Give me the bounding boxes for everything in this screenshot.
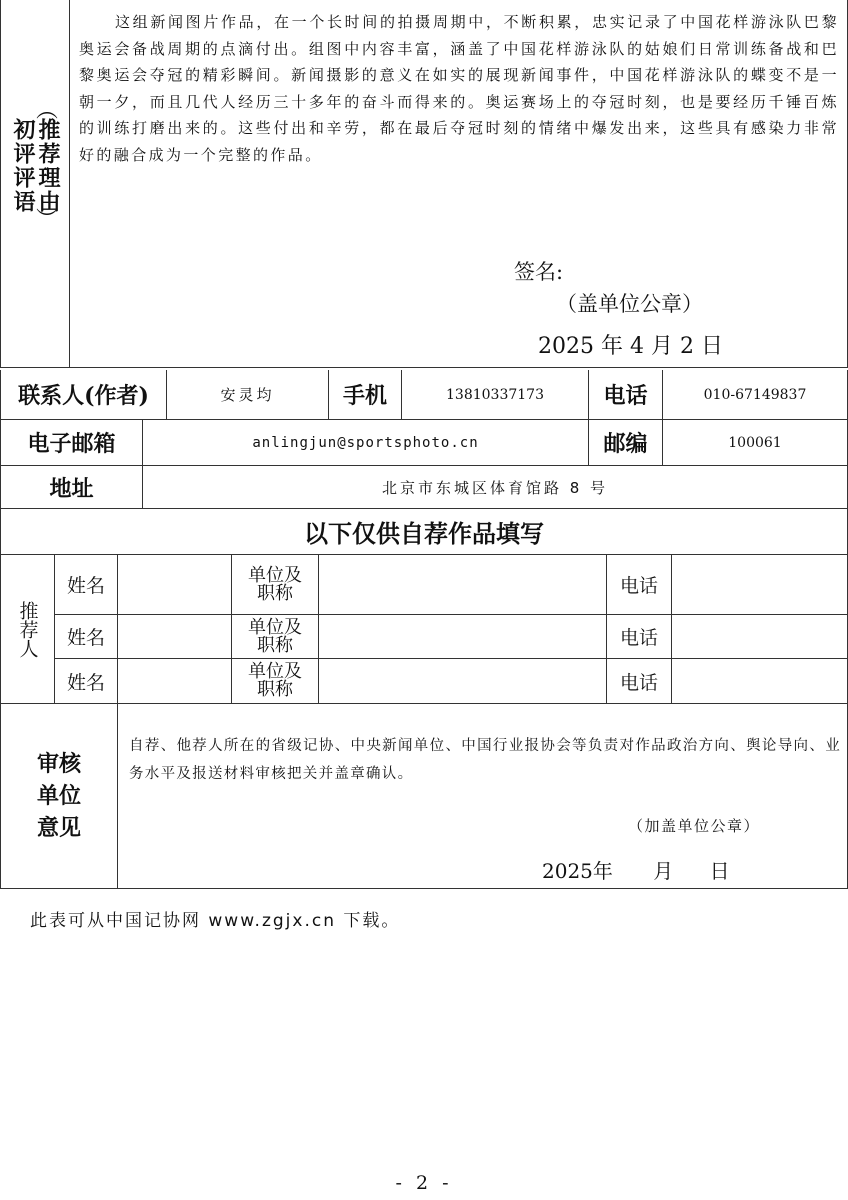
- address-label: 地址: [0, 466, 143, 509]
- audit-date-month: 月: [653, 859, 674, 883]
- audit-date-day: 日: [709, 859, 730, 883]
- signature-label: 签名:: [514, 260, 564, 284]
- email-label: 电子邮箱: [0, 420, 143, 466]
- name-label: 姓名: [55, 555, 118, 615]
- audit-label-line3: 意见: [36, 815, 81, 841]
- email-value[interactable]: anlingjun@sportsphoto.cn: [143, 420, 589, 466]
- audit-date-year: 2025年: [542, 859, 613, 883]
- audit-body-text: 自荐、他荐人所在的省级记协、中央新闻单位、中国行业报协会等负责对作品政治方向、舆论导向、业务水平及报送材料审核把关并盖章确认。: [129, 738, 841, 782]
- recommender-phone-label: 电话: [607, 659, 672, 704]
- review-date: 2025 年 4 月 2 日: [538, 334, 723, 359]
- contact-value[interactable]: 安灵均: [167, 370, 329, 420]
- side-label-col1: 初评评语: [10, 118, 36, 214]
- recommender-phone-input[interactable]: [672, 615, 848, 659]
- postcode-label: 邮编: [589, 420, 663, 466]
- name-input[interactable]: [118, 555, 232, 615]
- recommender-label: 推荐人: [16, 600, 39, 658]
- audit-label-line1: 审核: [36, 751, 81, 777]
- recommender-phone-label: 电话: [607, 615, 672, 659]
- name-label: 姓名: [55, 659, 118, 704]
- audit-seal-label: （加盖单位公章）: [628, 817, 761, 835]
- unit-title-label: 单位及 职称: [232, 555, 319, 615]
- address-value[interactable]: 北京市东城区体育馆路 8 号: [143, 466, 848, 509]
- recommender-phone-input[interactable]: [672, 659, 848, 704]
- recommender-phone-label: 电话: [607, 555, 672, 615]
- review-side-label: [8, 98, 62, 274]
- unit-title-input[interactable]: [319, 615, 607, 659]
- paren-open: ︵: [35, 98, 58, 123]
- unit-title-input[interactable]: [319, 659, 607, 704]
- footer-note: 此表可从中国记协网 www.zgjx.cn 下载。: [30, 911, 401, 931]
- name-input[interactable]: [118, 659, 232, 704]
- seal-label: （盖单位公章）: [556, 292, 703, 316]
- audit-label-cell: [0, 704, 118, 889]
- recommender-phone-input[interactable]: [672, 555, 848, 615]
- self-recommend-heading: 以下仅供自荐作品填写: [0, 509, 848, 555]
- audit-label-line2: 单位: [36, 783, 81, 809]
- unit-title-input[interactable]: [319, 555, 607, 615]
- audit-date: [542, 855, 730, 884]
- phone-value[interactable]: 010-67149837: [663, 370, 848, 420]
- recommender-label-cell: [0, 555, 55, 704]
- phone-label: 电话: [589, 370, 663, 420]
- unit-title-label: 单位及 职称: [232, 659, 319, 704]
- paren-close: ︶: [35, 208, 58, 233]
- page-number: - 2 -: [395, 1172, 453, 1194]
- contact-label: 联系人(作者): [0, 370, 167, 420]
- review-body-text: 这组新闻图片作品，在一个长时间的拍摄周期中，不断积累，忠实记录了中国花样游泳队巴黎奥运会备战周期的点滴付出。组图中内容丰富，涵盖了中国花样游泳队的姑娘们日常训练备战和巴黎奥运会夺冠的精彩瞬间。新闻摄影的意义在如实的展现新闻事件，中国花样游泳队的蝶变不是一朝一夕，而且几代人经历三十多年的奋斗而得来的。奥运赛场上的夺冠时刻，也是要经历千锤百炼的训练打磨出来的。这些付出和辛劳，都在最后夺冠时刻的情绪中爆发出来，这些具有感染力非常好的融合成为一个完整的作品。: [79, 13, 839, 164]
- unit-title-label: 单位及 职称: [232, 615, 319, 659]
- name-label: 姓名: [55, 615, 118, 659]
- postcode-value[interactable]: 100061: [663, 420, 848, 466]
- side-label-col2: 推荐理由: [35, 118, 61, 214]
- mobile-value[interactable]: 13810337173: [402, 370, 589, 420]
- name-input[interactable]: [118, 615, 232, 659]
- mobile-label: 手机: [329, 370, 402, 420]
